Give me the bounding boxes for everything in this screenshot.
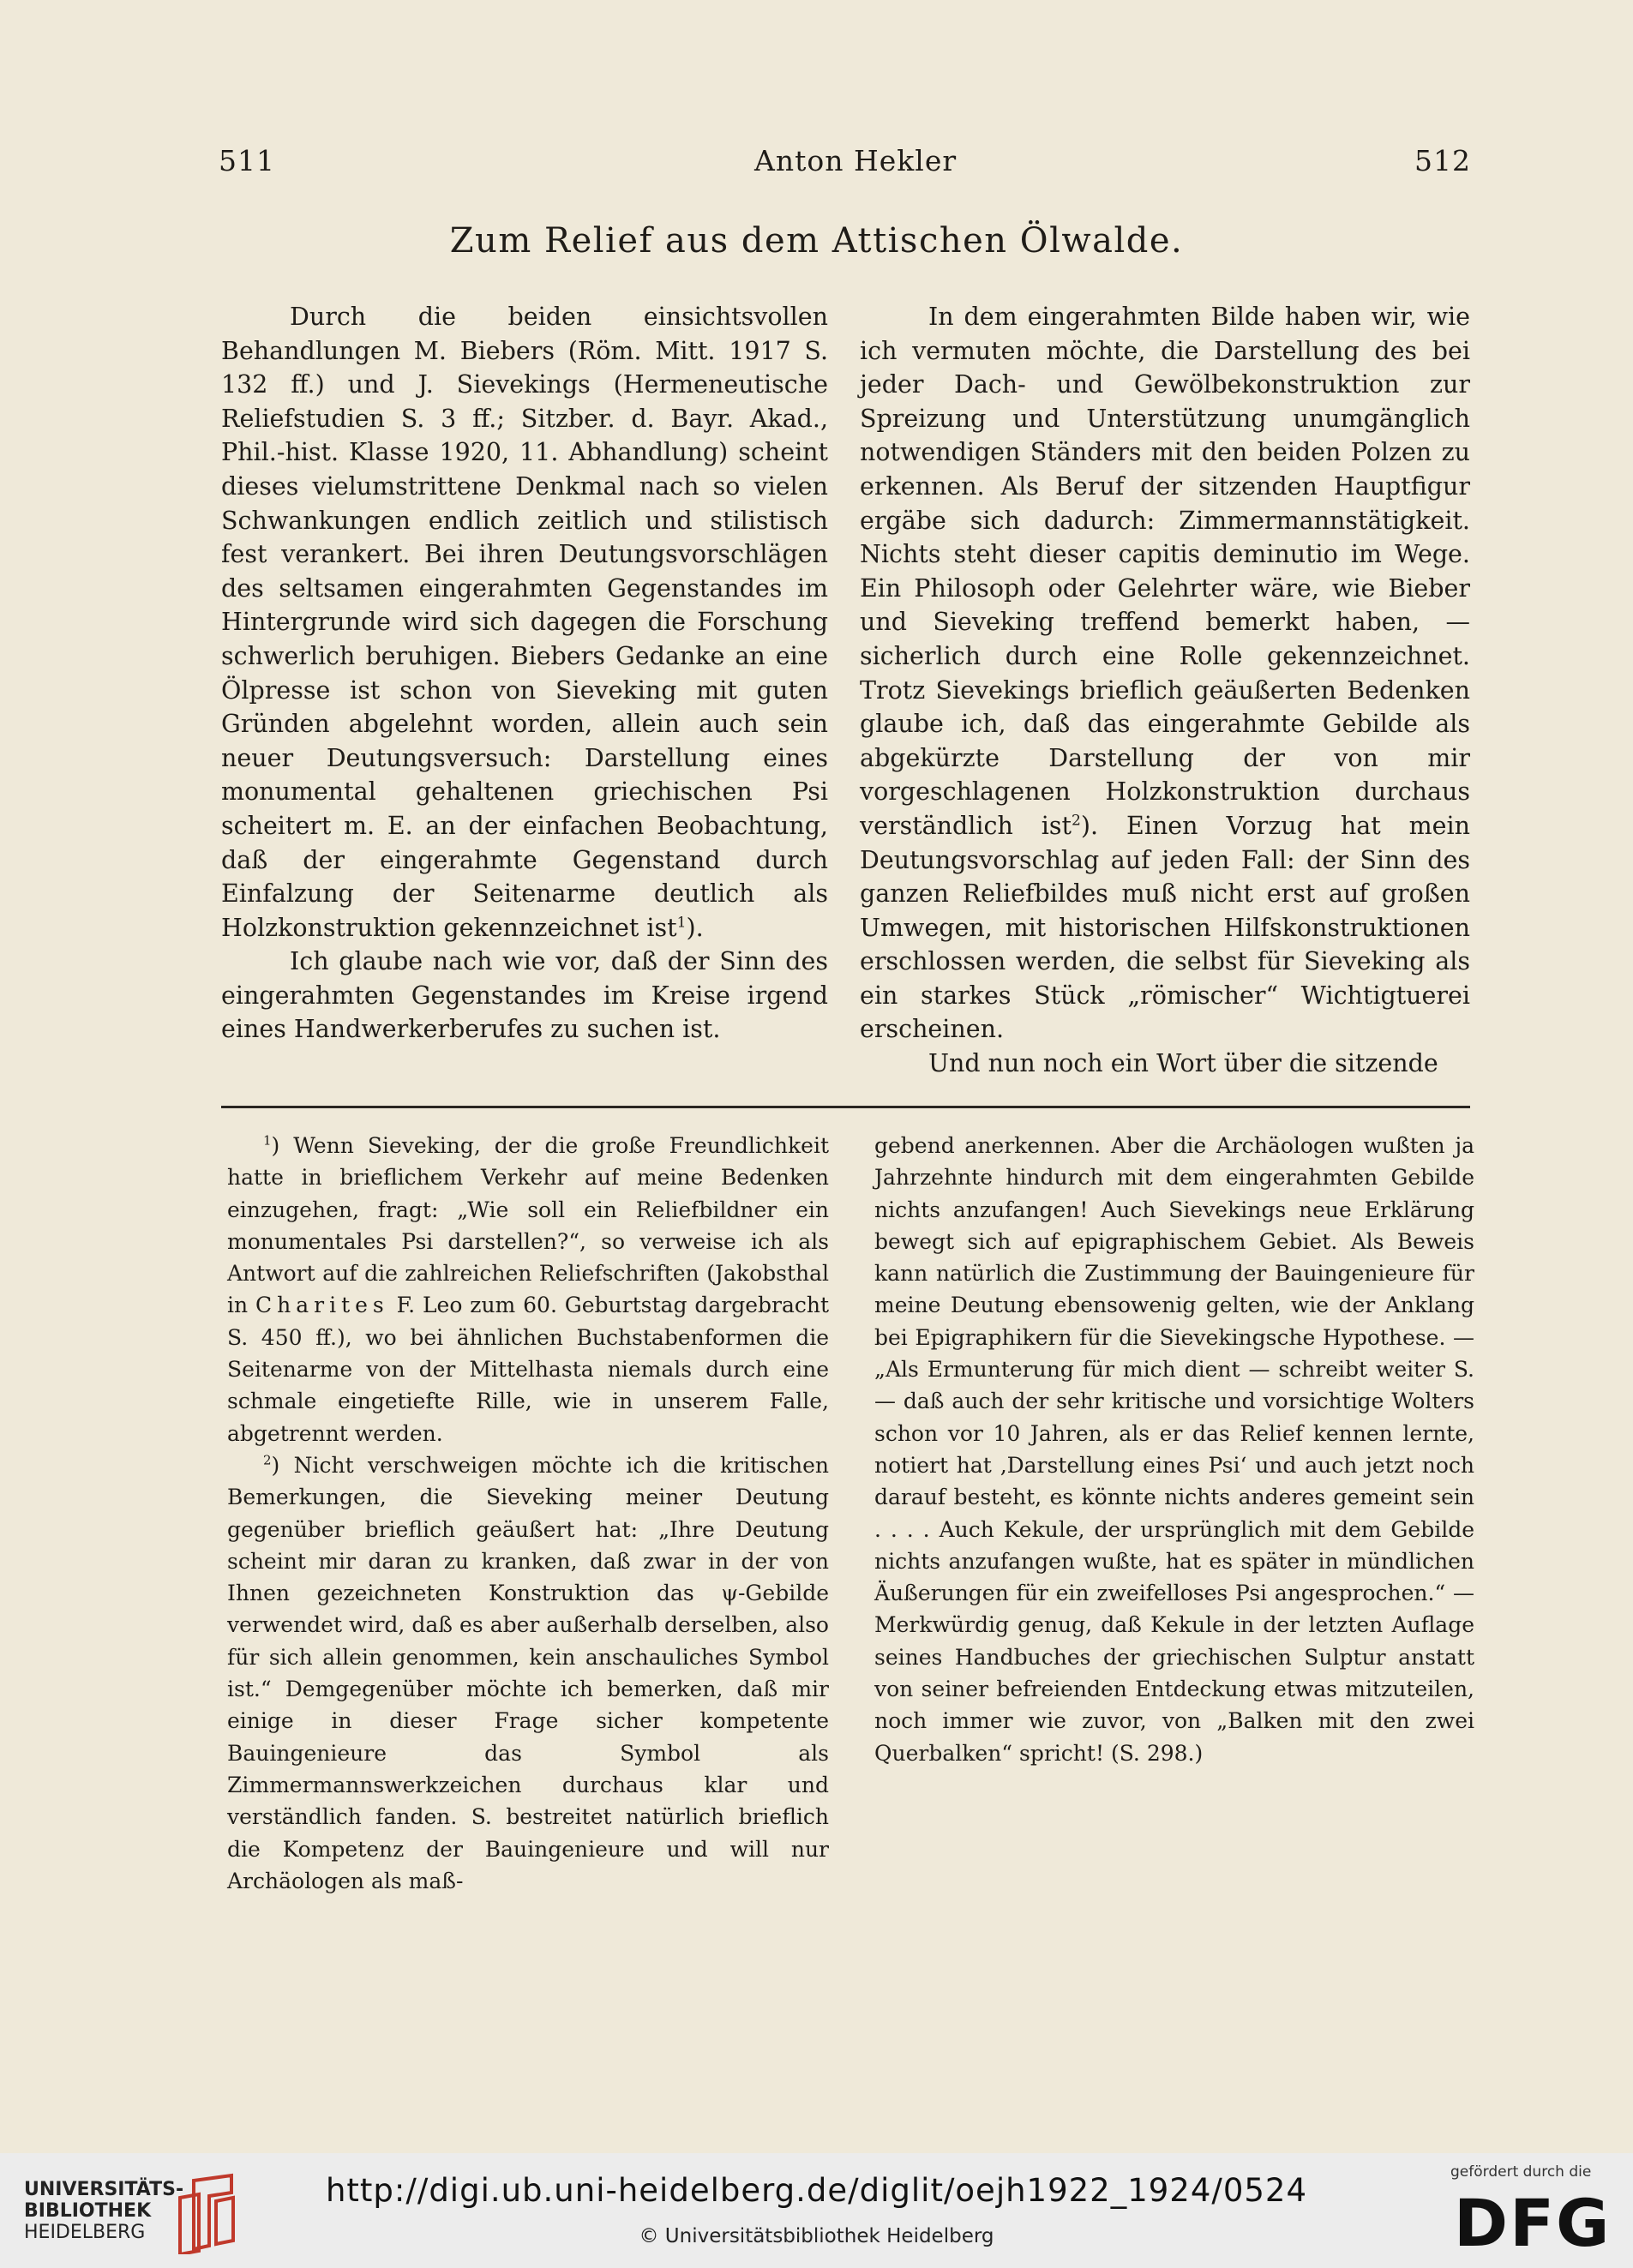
funding-label: gefördert durch die <box>1450 2163 1592 2181</box>
paragraph-text: In dem eingerahmten Bilde haben wir, wie ich vermuten möchte, die Darstellung des bei jeder Dach- und Gewölbekonstruktion zur Spreizung und Unterstützung unumgänglich notwendigen Ständers mit den beiden Polzen zu erkennen. Als Beruf der sitzenden Hauptfigur ergäbe sich dadurch: Zimmermannstätigkeit. Nichts steht dieser capitis deminutio im Wege. Ein Philosoph oder Gelehrter wäre, wie Bieber und Sieveking treffend bemerkt haben, — sicherlich durch eine Rolle gekennzeichnet. Trotz Sievekings brieflich geäußerten Bedenken glaube ich, daß das eingerahmte Gebilde als abgekürzte Darstellung der von mir vorgeschlagenen Holzkonstruktion durchaus verständlich ist <box>860 303 1470 840</box>
paragraph <box>860 300 1470 1047</box>
footnote-spaced-title: Charites <box>255 1293 389 1318</box>
footnotes-column-right <box>874 1130 1474 1769</box>
running-head-author: Anton Hekler <box>754 144 958 177</box>
logo-line: HEIDELBERG <box>24 2222 146 2243</box>
paragraph-text: ). Einen Vorzug hat mein Deutungsvorschlag auf jeden Fall: der Sinn des ganzen Reliefbildes muß nicht erst auf großen Umwegen, mit historischen Hilfskonstruktionen erschlossen werden, die selbst für Sieveking als ein starkes Stück „römischer“ Wichtigtuerei erscheinen. <box>860 811 1470 1044</box>
body-column-right <box>860 300 1470 1081</box>
footnote-divider <box>221 1106 1470 1108</box>
page-number-right: 512 <box>1414 144 1471 177</box>
footnote-text: ) Wenn Sieveking, der die große Freundlichkeit hatte in brieflichem Verkehr auf meine Bedenken einzugehen, fragt: „Wie soll ein Reliefbildner ein monumentales Psi darstellen?“, so verweise ich als Antwort auf die zahlreichen Reliefschriften (Jakobsthal in <box>227 1133 829 1318</box>
footnote-2-continued: gebend anerkennen. Aber die Archäologen wußten ja Jahrzehnte hindurch mit dem eingerahmten Gebilde nichts anzufangen! Auch Sievekings neue Erklärung bewegt sich auf epigraphischem Gebiet. Als Beweis kann natürlich die Zustimmung der Bauingenieure für meine Deutung ebensowenig gelten, wie der Anklang bei Epigraphikern für die Sievekingsche Hypothese. — „Als Ermunterung für mich dient — schreibt weiter S. — daß auch der sehr kritische und vorsichtige Wolters schon vor 10 Jahren, als er das Relief kennen lernte, notiert hat ‚Darstellung eines Psi‘ und auch jetzt noch darauf besteht, es könnte nichts anderes gemeint sein . . . . Auch Kekule, der ursprünglich mit dem Gebilde nichts anzufangen wußte, hat es später in mündlichen Äußerungen für ein zweifelloses Psi angesprochen.“ — Merkwürdig genug, daß Kekule in der letzten Auflage seines Handbuches der griechischen Sulptur anstatt von seiner befreienden Entdeckung etwas mitzuteilen, noch immer wie zuvor, von „Balken mit den zwei Querbalken“ spricht! (S. 298.) <box>874 1133 1474 1766</box>
dfg-logo[interactable] <box>1452 2187 1615 2253</box>
footnote-2 <box>227 1449 829 1897</box>
paragraph: Und nun noch ein Wort über die sitzende <box>928 1049 1438 1078</box>
footnote-1 <box>227 1130 829 1449</box>
page-number-left: 511 <box>219 144 275 177</box>
dfg-logo-text: DFG <box>1454 2187 1612 2253</box>
logo-line: BIBLIOTHEK <box>24 2200 152 2222</box>
article-title: Zum Relief aus dem Attischen Ölwalde. <box>449 221 1184 261</box>
footnote-mark: 1 <box>263 1132 272 1149</box>
paragraph-text: ). <box>686 913 704 942</box>
paragraph: Ich glaube nach wie vor, daß der Sinn des eingerahmten Gegenstandes im Kreise irgend eines Handwerkerberufes zu suchen ist. <box>221 947 828 1044</box>
logo-line: UNIVERSITÄTS- <box>24 2179 184 2200</box>
copyright-notice: © Universitätsbibliothek Heidelberg <box>639 2225 994 2247</box>
footer-bar <box>0 2153 1633 2268</box>
permalink-url[interactable]: http://digi.ub.uni-heidelberg.de/diglit/oejh1922_1924/0524 <box>325 2172 1308 2209</box>
footnote-text: ) Nicht verschweigen möchte ich die kritischen Bemerkungen, die Sieveking meiner Deutung gegenüber brieflich geäußert hat: „Ihre Deutung scheint mir daran zu kranken, daß zwar in der von Ihnen gezeichneten Konstruktion das ψ-Gebilde verwendet wird, daß es aber außerhalb derselben, also für sich allein genommen, kein anschauliches Symbol ist.“ Demgegenüber möchte ich bemerken, daß mir einige in dieser Frage sicher kompetente Bauingenieure das Symbol als Zimmermannswerkzeichen durchaus klar und verständlich fanden. S. bestreitet natürlich brieflich die Kompetenz der Bauingenieure und will nur Archäologen als maß- <box>227 1452 829 1893</box>
footnote-ref-1[interactable]: 1 <box>676 914 687 932</box>
footnote-ref-2[interactable]: 2 <box>1071 812 1081 830</box>
footnotes-column-left <box>227 1130 829 1897</box>
paragraph-text: Durch die beiden einsichtsvollen Behandlungen M. Biebers (Röm. Mitt. 1917 S. 132 ff.) und J. Sievekings (Hermeneutische Reliefstudien S. 3 ff.; Sitzber. d. Bayr. Akad., Phil.-hist. Klasse 1920, 11. Abhandlung) scheint dieses vielumstrittene Denkmal nach so vielen Schwankungen endlich zeitlich und stilistisch fest verankert. Bei ihren Deutungsvorschlägen des seltsamen eingerahmten Gegenstandes im Hintergrunde wird sich dagegen die Forschung schwerlich beruhigen. Biebers Gedanke an eine Ölpresse ist schon von Sieveking mit guten Gründen abgelehnt worden, allein auch sein neuer Deutungsversuch: Darstellung eines monumental gehaltenen griechischen Psi scheitert m. E. an der einfachen Beobachtung, daß der eingerahmte Gegenstand durch Einfalzung der Seitenarme deutlich als Holzkonstruktion gekennzeichnet ist <box>221 303 828 942</box>
footnote-text: F. Leo zum 60. Geburtstag dargebracht S. 450 ff.), wo bei ähnlichen Buchstabenformen die Seitenarme von der Mittelhasta niemals durch eine schmale eingetiefte Rille, wie in unserem Falle, abgetrennt werden. <box>227 1293 829 1446</box>
body-column-left <box>221 300 828 1047</box>
paragraph <box>221 300 828 945</box>
footnote-mark: 2 <box>263 1452 272 1468</box>
